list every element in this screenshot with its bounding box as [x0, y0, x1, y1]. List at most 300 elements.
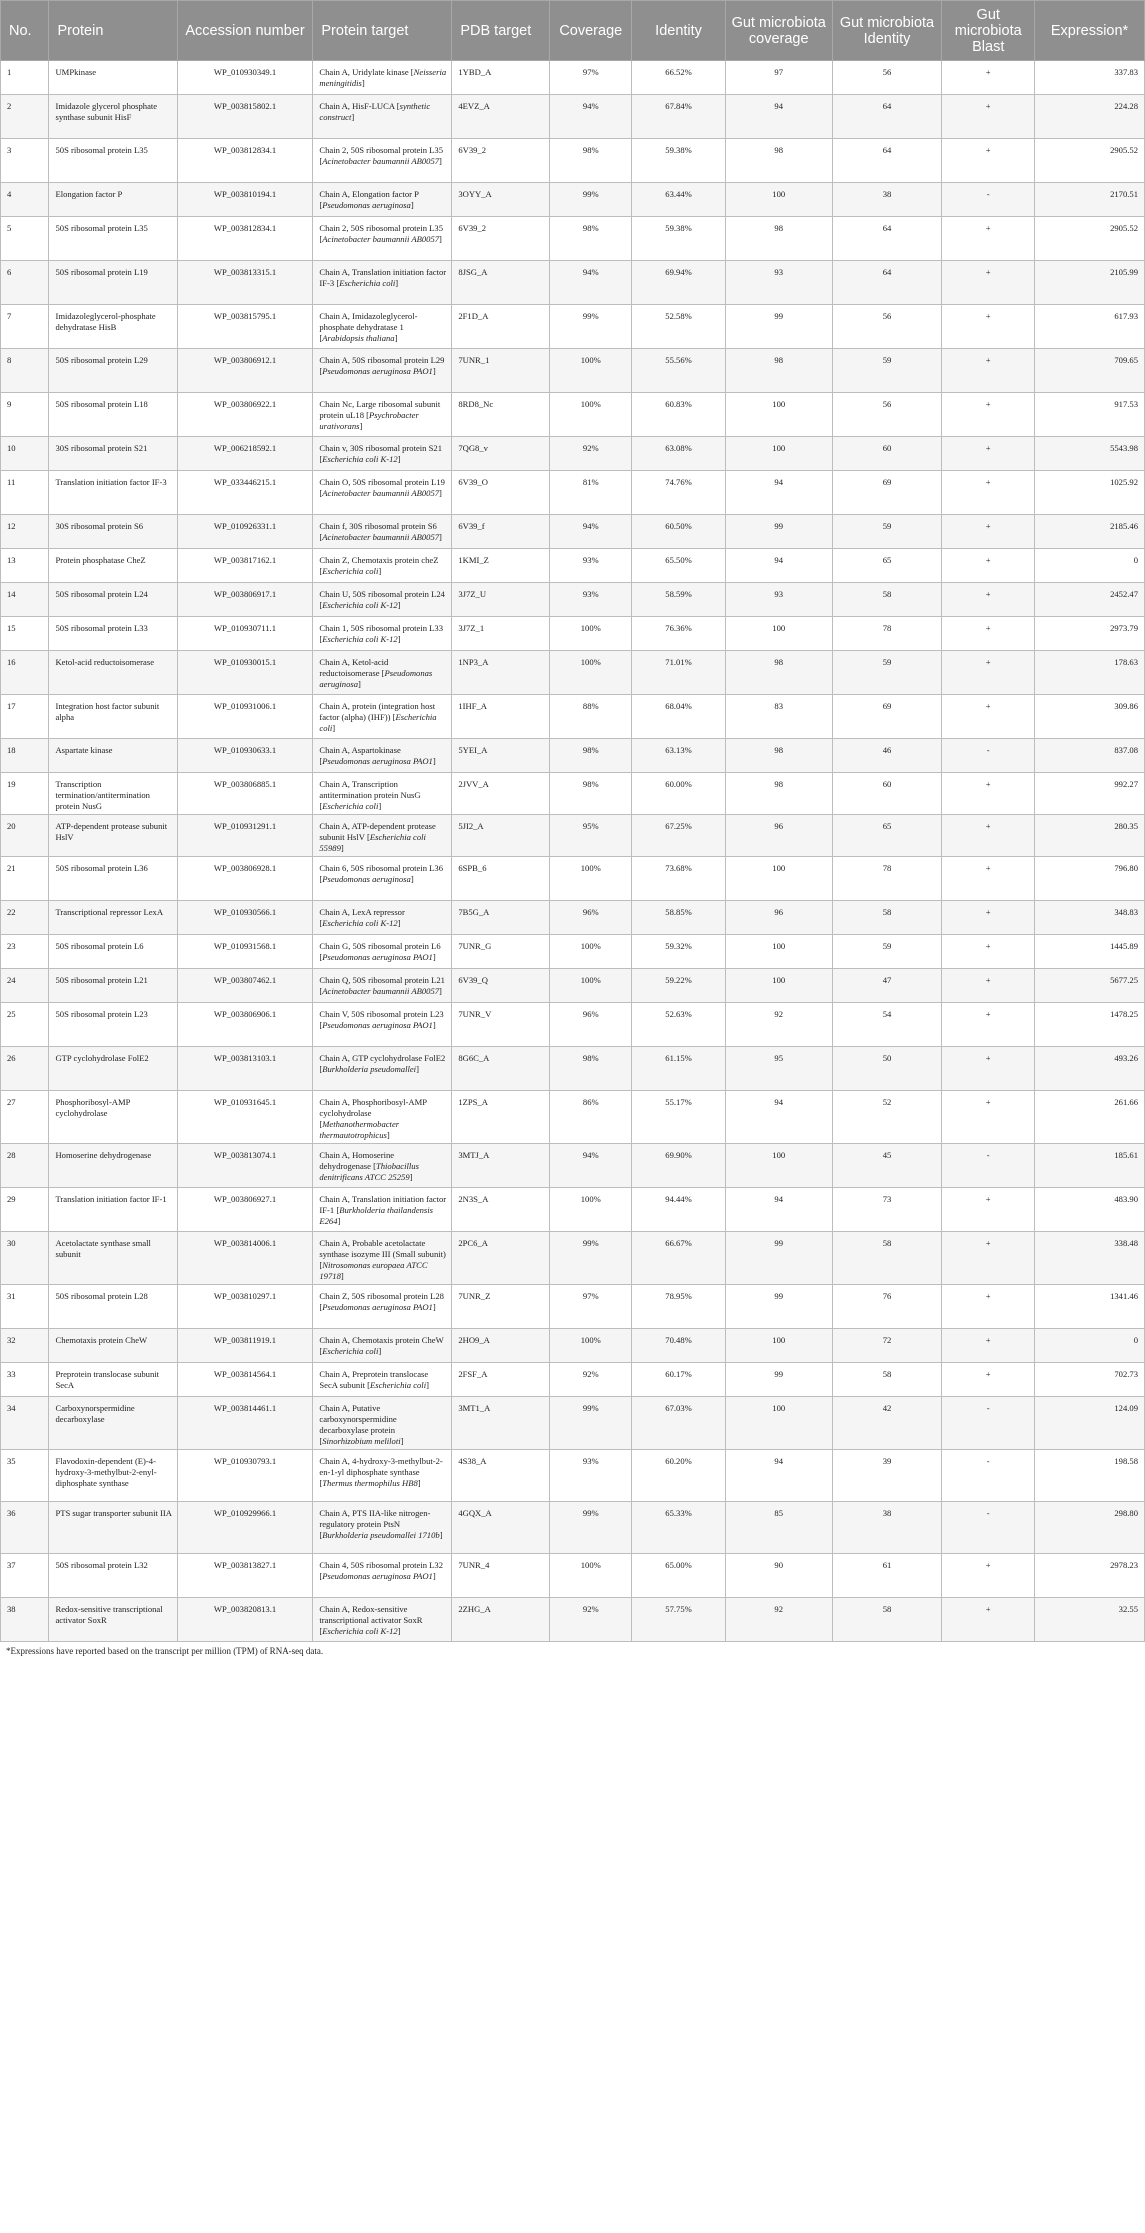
expression: 124.09	[1035, 1397, 1145, 1450]
target-chain: Chain A, Putative carboxynorspermidine decarboxylase protein	[319, 1403, 397, 1435]
protein-name: Elongation factor P	[49, 183, 177, 217]
protein-name: 50S ribosomal protein L6	[49, 935, 177, 969]
gut-microbiota-blast: +	[942, 1003, 1035, 1047]
target-chain: Chain A, Transcription antitermination protein NusG	[319, 779, 421, 800]
accession-number: WP_003813315.1	[177, 261, 313, 305]
protein-name: 30S ribosomal protein S21	[49, 437, 177, 471]
row-number: 15	[1, 617, 49, 651]
row-number: 26	[1, 1047, 49, 1091]
protein-target: Chain A, Phosphoribosyl-AMP cyclohydrolase [Methanothermobacter thermautotrophicus]	[313, 1091, 452, 1144]
gut-microbiota-coverage: 92	[725, 1598, 832, 1642]
gut-microbiota-blast: +	[942, 217, 1035, 261]
gut-microbiota-identity: 58	[832, 583, 942, 617]
accession-number: WP_003815795.1	[177, 305, 313, 349]
table-row	[1, 1329, 1145, 1363]
coverage: 97%	[550, 1285, 632, 1329]
gut-microbiota-coverage: 100	[725, 1397, 832, 1450]
target-organism: Pseudomonas aeruginosa PAO1	[322, 756, 433, 766]
target-organism: Acinetobacter baumannii AB0057	[322, 156, 440, 166]
expression: 709.65	[1035, 349, 1145, 393]
identity: 59.38%	[632, 217, 726, 261]
gut-microbiota-blast: +	[942, 1188, 1035, 1232]
target-chain: Chain A, HisF-LUCA	[319, 101, 395, 111]
column-header: Coverage	[550, 1, 632, 61]
target-organism: Escherichia coli K-12	[322, 454, 398, 464]
table-row	[1, 1502, 1145, 1554]
accession-number: WP_010931568.1	[177, 935, 313, 969]
gut-microbiota-blast: -	[942, 183, 1035, 217]
identity: 58.85%	[632, 901, 726, 935]
table-row	[1, 1188, 1145, 1232]
gut-microbiota-coverage: 100	[725, 1329, 832, 1363]
identity: 52.63%	[632, 1003, 726, 1047]
gut-microbiota-identity: 58	[832, 1232, 942, 1285]
expression: 309.86	[1035, 695, 1145, 739]
table-row	[1, 815, 1145, 857]
target-chain: Chain A, Phosphoribosyl-AMP cyclohydrolase	[319, 1097, 427, 1118]
target-chain: Chain 6, 50S ribosomal protein L36	[319, 863, 444, 873]
target-chain: Chain Q, 50S ribosomal protein L21	[319, 975, 445, 985]
gut-microbiota-identity: 38	[832, 1502, 942, 1554]
protein-name: 50S ribosomal protein L21	[49, 969, 177, 1003]
pdb-target: 1ZPS_A	[452, 1091, 550, 1144]
protein-target: Chain Nc, Large ribosomal subunit protein uL18 [Psychrobacter urativorans]	[313, 393, 452, 437]
row-number: 5	[1, 217, 49, 261]
target-organism: Pseudomonas aeruginosa	[322, 200, 411, 210]
gut-microbiota-identity: 46	[832, 739, 942, 773]
identity: 60.50%	[632, 515, 726, 549]
target-organism: Acinetobacter baumannii AB0057	[322, 532, 440, 542]
coverage: 95%	[550, 815, 632, 857]
gut-microbiota-blast: +	[942, 61, 1035, 95]
accession-number: WP_010929966.1	[177, 1502, 313, 1554]
gut-microbiota-coverage: 99	[725, 1285, 832, 1329]
protein-target: Chain A, LexA repressor [Escherichia coli K-12]	[313, 901, 452, 935]
gut-microbiota-coverage: 99	[725, 305, 832, 349]
row-number: 36	[1, 1502, 49, 1554]
accession-number: WP_003806906.1	[177, 1003, 313, 1047]
gut-microbiota-identity: 65	[832, 815, 942, 857]
coverage: 100%	[550, 857, 632, 901]
protein-target: Chain U, 50S ribosomal protein L24 [Escherichia coli K-12]	[313, 583, 452, 617]
identity: 52.58%	[632, 305, 726, 349]
protein-name: Phosphoribosyl-AMP cyclohydrolase	[49, 1091, 177, 1144]
row-number: 31	[1, 1285, 49, 1329]
target-chain: Chain Z, Chemotaxis protein cheZ	[319, 555, 439, 565]
row-number: 8	[1, 349, 49, 393]
target-organism: Methanothermobacter thermautotrophicus	[319, 1119, 400, 1140]
table-row	[1, 261, 1145, 305]
target-organism: Pseudomonas aeruginosa PAO1	[322, 366, 433, 376]
pdb-target: 7UNR_4	[452, 1554, 550, 1598]
table-row	[1, 1144, 1145, 1188]
target-organism: Arabidopsis thaliana	[322, 333, 395, 343]
protein-target: Chain A, Uridylate kinase [Neisseria meningitidis]	[313, 61, 452, 95]
gut-microbiota-coverage: 100	[725, 935, 832, 969]
accession-number: WP_003810194.1	[177, 183, 313, 217]
protein-target: Chain A, Redox-sensitive transcriptional activator SoxR [Escherichia coli K-12]	[313, 1598, 452, 1642]
coverage: 94%	[550, 261, 632, 305]
table-row	[1, 139, 1145, 183]
accession-number: WP_010930015.1	[177, 651, 313, 695]
protein-name: 50S ribosomal protein L24	[49, 583, 177, 617]
coverage: 100%	[550, 651, 632, 695]
gut-microbiota-identity: 54	[832, 1003, 942, 1047]
gut-microbiota-identity: 50	[832, 1047, 942, 1091]
target-chain: Chain A, Ketol-acid reductoisomerase	[319, 657, 389, 678]
gut-microbiota-identity: 42	[832, 1397, 942, 1450]
target-chain: Chain f, 30S ribosomal protein S6	[319, 521, 437, 531]
expression: 2170.51	[1035, 183, 1145, 217]
gut-microbiota-blast: -	[942, 739, 1035, 773]
pdb-target: 2ZHG_A	[452, 1598, 550, 1642]
pdb-target: 7QG8_v	[452, 437, 550, 471]
gut-microbiota-identity: 64	[832, 95, 942, 139]
expression: 1445.89	[1035, 935, 1145, 969]
expression: 917.53	[1035, 393, 1145, 437]
gut-microbiota-identity: 72	[832, 1329, 942, 1363]
gut-microbiota-blast: +	[942, 695, 1035, 739]
gut-microbiota-coverage: 94	[725, 1188, 832, 1232]
identity: 61.15%	[632, 1047, 726, 1091]
row-number: 22	[1, 901, 49, 935]
row-number: 3	[1, 139, 49, 183]
table-footnote: *Expressions have reported based on the transcript per million (TPM) of RNA-seq data.	[6, 1646, 324, 1656]
identity: 55.56%	[632, 349, 726, 393]
table-row	[1, 695, 1145, 739]
accession-number: WP_003810297.1	[177, 1285, 313, 1329]
target-organism: Escherichia coli K-12	[322, 600, 398, 610]
gut-microbiota-blast: +	[942, 1554, 1035, 1598]
accession-number: WP_010926331.1	[177, 515, 313, 549]
target-chain: Chain 2, 50S ribosomal protein L35	[319, 223, 444, 233]
gut-microbiota-coverage: 98	[725, 217, 832, 261]
identity: 66.52%	[632, 61, 726, 95]
protein-target: Chain A, GTP cyclohydrolase FolE2 [Burkholderia pseudomallei]	[313, 1047, 452, 1091]
coverage: 93%	[550, 583, 632, 617]
gut-microbiota-coverage: 98	[725, 651, 832, 695]
gut-microbiota-identity: 65	[832, 549, 942, 583]
identity: 63.08%	[632, 437, 726, 471]
row-number: 2	[1, 95, 49, 139]
pdb-target: 6V39_O	[452, 471, 550, 515]
coverage: 98%	[550, 739, 632, 773]
target-organism: Escherichia coli 55989	[319, 832, 426, 853]
target-organism: Escherichia coli	[339, 278, 396, 288]
gut-microbiota-coverage: 100	[725, 1144, 832, 1188]
identity: 63.13%	[632, 739, 726, 773]
expression: 483.90	[1035, 1188, 1145, 1232]
gut-microbiota-blast: +	[942, 393, 1035, 437]
table-row	[1, 217, 1145, 261]
gut-microbiota-identity: 39	[832, 1450, 942, 1502]
pdb-target: 8JSG_A	[452, 261, 550, 305]
protein-target: Chain f, 30S ribosomal protein S6 [Acinetobacter baumannii AB0057]	[313, 515, 452, 549]
protein-target: Chain A, Translation initiation factor IF-1 [Burkholderia thailandensis E264]	[313, 1188, 452, 1232]
target-chain: Chain V, 50S ribosomal protein L23	[319, 1009, 444, 1019]
expression: 2105.99	[1035, 261, 1145, 305]
target-chain: Chain U, 50S ribosomal protein L24	[319, 589, 445, 599]
row-number: 20	[1, 815, 49, 857]
target-chain: Chain A, Probable acetolactate synthase isozyme III (Small subunit)	[319, 1238, 446, 1259]
target-chain: Chain G, 50S ribosomal protein L6	[319, 941, 441, 951]
identity: 60.20%	[632, 1450, 726, 1502]
gut-microbiota-blast: +	[942, 969, 1035, 1003]
accession-number: WP_010931645.1	[177, 1091, 313, 1144]
coverage: 99%	[550, 1232, 632, 1285]
gut-microbiota-blast: +	[942, 1232, 1035, 1285]
identity: 55.17%	[632, 1091, 726, 1144]
expression: 280.35	[1035, 815, 1145, 857]
row-number: 10	[1, 437, 49, 471]
target-chain: Chain A, GTP cyclohydrolase FolE2	[319, 1053, 446, 1063]
gut-microbiota-identity: 78	[832, 857, 942, 901]
expression: 837.08	[1035, 739, 1145, 773]
protein-target: Chain 2, 50S ribosomal protein L35 [Acinetobacter baumannii AB0057]	[313, 139, 452, 183]
pdb-target: 1IHF_A	[452, 695, 550, 739]
pdb-target: 7B5G_A	[452, 901, 550, 935]
gut-microbiota-blast: +	[942, 1047, 1035, 1091]
table-header	[1, 1, 1145, 61]
expression: 185.61	[1035, 1144, 1145, 1188]
expression: 2905.52	[1035, 139, 1145, 183]
protein-name: 50S ribosomal protein L35	[49, 217, 177, 261]
gut-microbiota-blast: +	[942, 583, 1035, 617]
protein-target: Chain Q, 50S ribosomal protein L21 [Acinetobacter baumannii AB0057]	[313, 969, 452, 1003]
expression: 5677.25	[1035, 969, 1145, 1003]
gut-microbiota-blast: +	[942, 95, 1035, 139]
target-organism: Thermus thermophilus HB8	[322, 1478, 418, 1488]
target-organism: Escherichia coli K-12	[322, 634, 398, 644]
protein-name: UMPkinase	[49, 61, 177, 95]
pdb-target: 4S38_A	[452, 1450, 550, 1502]
protein-target: Chain 4, 50S ribosomal protein L32 [Pseudomonas aeruginosa PAO1]	[313, 1554, 452, 1598]
expression: 2185.46	[1035, 515, 1145, 549]
coverage: 99%	[550, 183, 632, 217]
protein-target: Chain A, Transcription antitermination protein NusG [Escherichia coli]	[313, 773, 452, 815]
coverage: 100%	[550, 393, 632, 437]
expression: 32.55	[1035, 1598, 1145, 1642]
identity: 68.04%	[632, 695, 726, 739]
protein-target: Chain A, Translation initiation factor IF-3 [Escherichia coli]	[313, 261, 452, 305]
protein-name: Translation initiation factor IF-3	[49, 471, 177, 515]
target-chain: Chain v, 30S ribosomal protein S21	[319, 443, 442, 453]
gut-microbiota-identity: 69	[832, 695, 942, 739]
gut-microbiota-identity: 64	[832, 217, 942, 261]
gut-microbiota-blast: -	[942, 1450, 1035, 1502]
coverage: 96%	[550, 1003, 632, 1047]
target-organism: Pseudomonas aeruginosa PAO1	[322, 1302, 433, 1312]
accession-number: WP_003812834.1	[177, 217, 313, 261]
expression: 2905.52	[1035, 217, 1145, 261]
column-header: Expression*	[1035, 1, 1145, 61]
table-row	[1, 617, 1145, 651]
protein-target: Chain V, 50S ribosomal protein L23 [Pseudomonas aeruginosa PAO1]	[313, 1003, 452, 1047]
table-row	[1, 95, 1145, 139]
target-organism: Neisseria meningitidis	[319, 67, 447, 88]
pdb-target: 7UNR_Z	[452, 1285, 550, 1329]
protein-name: Ketol-acid reductoisomerase	[49, 651, 177, 695]
protein-name: 50S ribosomal protein L35	[49, 139, 177, 183]
row-number: 9	[1, 393, 49, 437]
protein-name: 30S ribosomal protein S6	[49, 515, 177, 549]
protein-name: Chemotaxis protein CheW	[49, 1329, 177, 1363]
gut-microbiota-identity: 59	[832, 349, 942, 393]
coverage: 96%	[550, 901, 632, 935]
pdb-target: 3MT1_A	[452, 1397, 550, 1450]
row-number: 12	[1, 515, 49, 549]
gut-microbiota-blast: -	[942, 1144, 1035, 1188]
gut-microbiota-identity: 61	[832, 1554, 942, 1598]
accession-number: WP_003813103.1	[177, 1047, 313, 1091]
expression: 617.93	[1035, 305, 1145, 349]
protein-target: Chain 6, 50S ribosomal protein L36 [Pseudomonas aeruginosa]	[313, 857, 452, 901]
gut-microbiota-blast: +	[942, 815, 1035, 857]
target-organism: Escherichia coli	[319, 712, 437, 733]
row-number: 13	[1, 549, 49, 583]
gut-microbiota-identity: 45	[832, 1144, 942, 1188]
identity: 65.33%	[632, 1502, 726, 1554]
gut-microbiota-blast: +	[942, 139, 1035, 183]
gut-microbiota-blast: +	[942, 617, 1035, 651]
column-header: Protein target	[313, 1, 452, 61]
gut-microbiota-blast: +	[942, 1091, 1035, 1144]
target-chain: Chain A, Uridylate kinase	[319, 67, 409, 77]
coverage: 98%	[550, 139, 632, 183]
protein-target: Chain A, protein (integration host factor (alpha) (IHF)) [Escherichia coli]	[313, 695, 452, 739]
identity: 60.83%	[632, 393, 726, 437]
coverage: 100%	[550, 349, 632, 393]
accession-number: WP_003806927.1	[177, 1188, 313, 1232]
gut-microbiota-blast: +	[942, 471, 1035, 515]
gut-microbiota-blast: +	[942, 1598, 1035, 1642]
pdb-target: 2PC6_A	[452, 1232, 550, 1285]
target-organism: Sinorhizobium meliloti	[322, 1436, 401, 1446]
identity: 74.76%	[632, 471, 726, 515]
expression: 0	[1035, 549, 1145, 583]
protein-name: Imidazoleglycerol-phosphate dehydratase HisB	[49, 305, 177, 349]
table-row	[1, 61, 1145, 95]
row-number: 28	[1, 1144, 49, 1188]
gut-microbiota-coverage: 95	[725, 1047, 832, 1091]
expression: 224.28	[1035, 95, 1145, 139]
pdb-target: 2FSF_A	[452, 1363, 550, 1397]
coverage: 98%	[550, 773, 632, 815]
identity: 63.44%	[632, 183, 726, 217]
target-organism: Pseudomonas aeruginosa	[322, 874, 411, 884]
row-number: 23	[1, 935, 49, 969]
identity: 58.59%	[632, 583, 726, 617]
column-header: PDB target	[452, 1, 550, 61]
accession-number: WP_010930566.1	[177, 901, 313, 935]
row-number: 4	[1, 183, 49, 217]
gut-microbiota-blast: +	[942, 349, 1035, 393]
table-row	[1, 969, 1145, 1003]
target-organism: Psychrobacter urativorans	[319, 410, 419, 431]
protein-target: Chain A, ATP-dependent protease subunit HslV [Escherichia coli 55989]	[313, 815, 452, 857]
identity: 69.90%	[632, 1144, 726, 1188]
column-header: Accession number	[177, 1, 313, 61]
gut-microbiota-coverage: 94	[725, 1450, 832, 1502]
expression: 5543.98	[1035, 437, 1145, 471]
gut-microbiota-coverage: 94	[725, 549, 832, 583]
target-organism: Escherichia coli	[322, 1346, 379, 1356]
accession-number: WP_003814564.1	[177, 1363, 313, 1397]
accession-number: WP_003812834.1	[177, 139, 313, 183]
row-number: 7	[1, 305, 49, 349]
table-row	[1, 1047, 1145, 1091]
target-chain: Chain A, PTS IIA-like nitrogen-regulatory protein PtsN	[319, 1508, 431, 1529]
target-organism: Acinetobacter baumannii AB0057	[322, 488, 440, 498]
protein-target: Chain A, 4-hydroxy-3-methylbut-2-en-1-yl diphosphate synthase [Thermus thermophilus HB8]	[313, 1450, 452, 1502]
target-organism: Pseudomonas aeruginosa PAO1	[322, 1571, 433, 1581]
target-organism: Escherichia coli	[322, 566, 379, 576]
target-chain: Chain A, Chemotaxis protein CheW	[319, 1335, 444, 1345]
table-row	[1, 437, 1145, 471]
protein-name: 50S ribosomal protein L36	[49, 857, 177, 901]
gut-microbiota-identity: 64	[832, 261, 942, 305]
protein-name: Integration host factor subunit alpha	[49, 695, 177, 739]
protein-target: Chain G, 50S ribosomal protein L6 [Pseudomonas aeruginosa PAO1]	[313, 935, 452, 969]
protein-name: 50S ribosomal protein L23	[49, 1003, 177, 1047]
gut-microbiota-identity: 47	[832, 969, 942, 1003]
protein-target: Chain 1, 50S ribosomal protein L33 [Escherichia coli K-12]	[313, 617, 452, 651]
gut-microbiota-identity: 56	[832, 305, 942, 349]
gut-microbiota-blast: +	[942, 515, 1035, 549]
gut-microbiota-identity: 76	[832, 1285, 942, 1329]
gut-microbiota-coverage: 99	[725, 1363, 832, 1397]
coverage: 94%	[550, 515, 632, 549]
gut-microbiota-coverage: 98	[725, 773, 832, 815]
target-chain: Chain A, Imidazoleglycerol-phosphate dehydratase 1	[319, 311, 418, 332]
gut-microbiota-blast: +	[942, 437, 1035, 471]
expression: 796.80	[1035, 857, 1145, 901]
expression: 992.27	[1035, 773, 1145, 815]
expression: 2452.47	[1035, 583, 1145, 617]
accession-number: WP_003806928.1	[177, 857, 313, 901]
expression: 1025.92	[1035, 471, 1145, 515]
expression: 493.26	[1035, 1047, 1145, 1091]
protein-target: Chain A, Aspartokinase [Pseudomonas aeruginosa PAO1]	[313, 739, 452, 773]
table-row	[1, 1363, 1145, 1397]
gut-microbiota-coverage: 93	[725, 261, 832, 305]
column-header: Identity	[632, 1, 726, 61]
target-organism: synthetic construct	[319, 101, 431, 122]
pdb-target: 7UNR_V	[452, 1003, 550, 1047]
gut-microbiota-coverage: 100	[725, 969, 832, 1003]
gut-microbiota-identity: 52	[832, 1091, 942, 1144]
protein-name: Carboxynorspermidine decarboxylase	[49, 1397, 177, 1450]
gut-microbiota-coverage: 99	[725, 515, 832, 549]
identity: 57.75%	[632, 1598, 726, 1642]
protein-name: Redox-sensitive transcriptional activator SoxR	[49, 1598, 177, 1642]
gut-microbiota-blast: -	[942, 1397, 1035, 1450]
protein-name: Aspartate kinase	[49, 739, 177, 773]
target-organism: Acinetobacter baumannii AB0057	[322, 986, 440, 996]
accession-number: WP_010931291.1	[177, 815, 313, 857]
protein-target: Chain A, Chemotaxis protein CheW [Escherichia coli]	[313, 1329, 452, 1363]
gut-microbiota-coverage: 92	[725, 1003, 832, 1047]
coverage: 98%	[550, 1047, 632, 1091]
gut-microbiota-coverage: 98	[725, 739, 832, 773]
target-organism: Escherichia coli	[370, 1380, 427, 1390]
coverage: 100%	[550, 1554, 632, 1598]
gut-microbiota-identity: 78	[832, 617, 942, 651]
protein-target: Chain v, 30S ribosomal protein S21 [Escherichia coli K-12]	[313, 437, 452, 471]
row-number: 11	[1, 471, 49, 515]
coverage: 99%	[550, 305, 632, 349]
pdb-target: 5JI2_A	[452, 815, 550, 857]
